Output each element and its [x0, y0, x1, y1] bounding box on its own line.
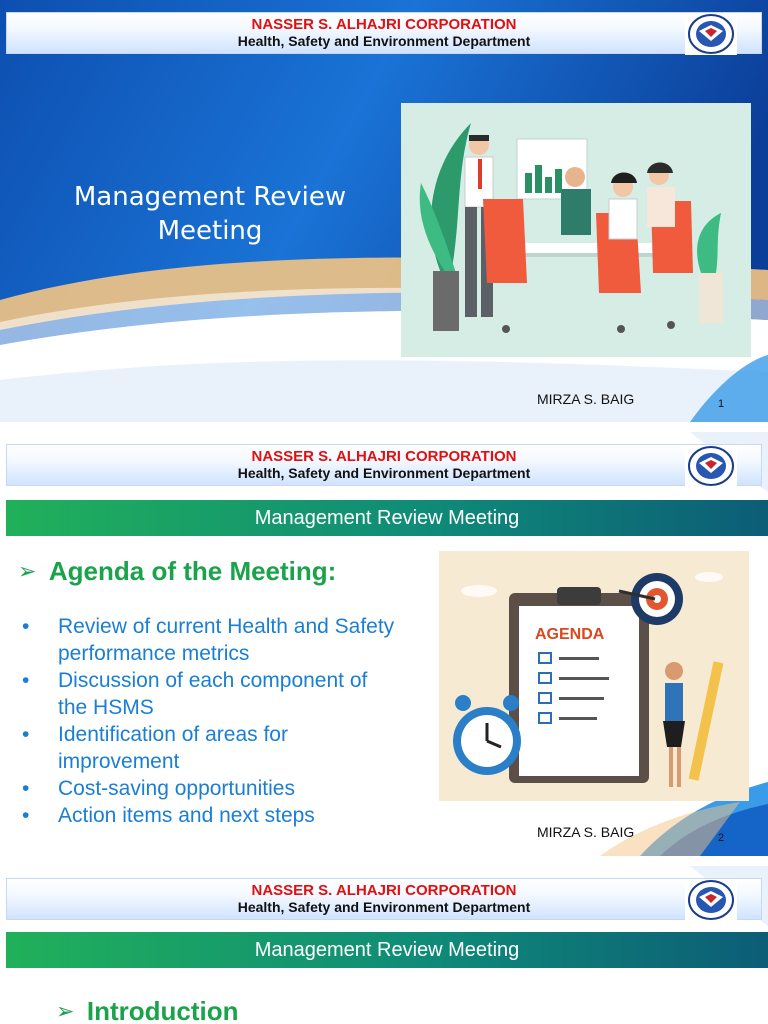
slide3-section-heading: [56, 996, 239, 1024]
company-name: NASSER S. ALHAJRI CORPORATION: [251, 882, 517, 899]
list-item: • Review of current Health and Safety performance metrics: [20, 613, 400, 667]
slide1-header: [6, 12, 762, 54]
slide2-title-band: Management Review Meeting: [6, 500, 768, 536]
slide3-title-band: Management Review Meeting: [6, 932, 768, 968]
list-item: • Cost-saving opportunities: [20, 775, 400, 802]
section-title: Agenda of the Meeting:: [48, 556, 337, 586]
section-title: Introduction: [86, 996, 239, 1024]
arrow-bullet-icon: ➢: [18, 558, 37, 584]
slide2-section-heading: [18, 556, 336, 587]
department-name: Health, Safety and Environment Department: [237, 33, 531, 49]
agenda-illustration: [439, 551, 749, 801]
team-meeting-illustration: [401, 103, 751, 357]
list-item: • Identification of areas for improvement: [20, 721, 400, 775]
company-logo-icon: [685, 445, 737, 487]
slide-1: [0, 0, 768, 422]
slide-3: [0, 866, 768, 1024]
list-item: • Discussion of each component of the HSMS: [20, 667, 400, 721]
agenda-image-text: AGENDA: [535, 626, 605, 643]
slide3-header: [6, 878, 762, 920]
slide2-header: [6, 444, 762, 486]
slide-2: [0, 432, 768, 856]
agenda-list: [20, 613, 400, 829]
slide2-page-number: 2: [718, 832, 725, 844]
slide2-presenter: MIRZA S. BAIG: [537, 824, 635, 840]
department-name: Health, Safety and Environment Department: [237, 465, 531, 481]
company-name: NASSER S. ALHAJRI CORPORATION: [251, 448, 517, 465]
company-logo-icon: [685, 13, 737, 55]
department-name: Health, Safety and Environment Department: [237, 899, 531, 915]
slide1-presenter: MIRZA S. BAIG: [537, 391, 635, 407]
slide1-page-number: 1: [718, 398, 725, 410]
slide1-title: Management Review Meeting: [73, 182, 347, 246]
list-item: • Action items and next steps: [20, 802, 400, 829]
company-name: NASSER S. ALHAJRI CORPORATION: [251, 16, 517, 33]
arrow-bullet-icon: ➢: [56, 998, 75, 1024]
company-logo-icon: [685, 879, 737, 921]
